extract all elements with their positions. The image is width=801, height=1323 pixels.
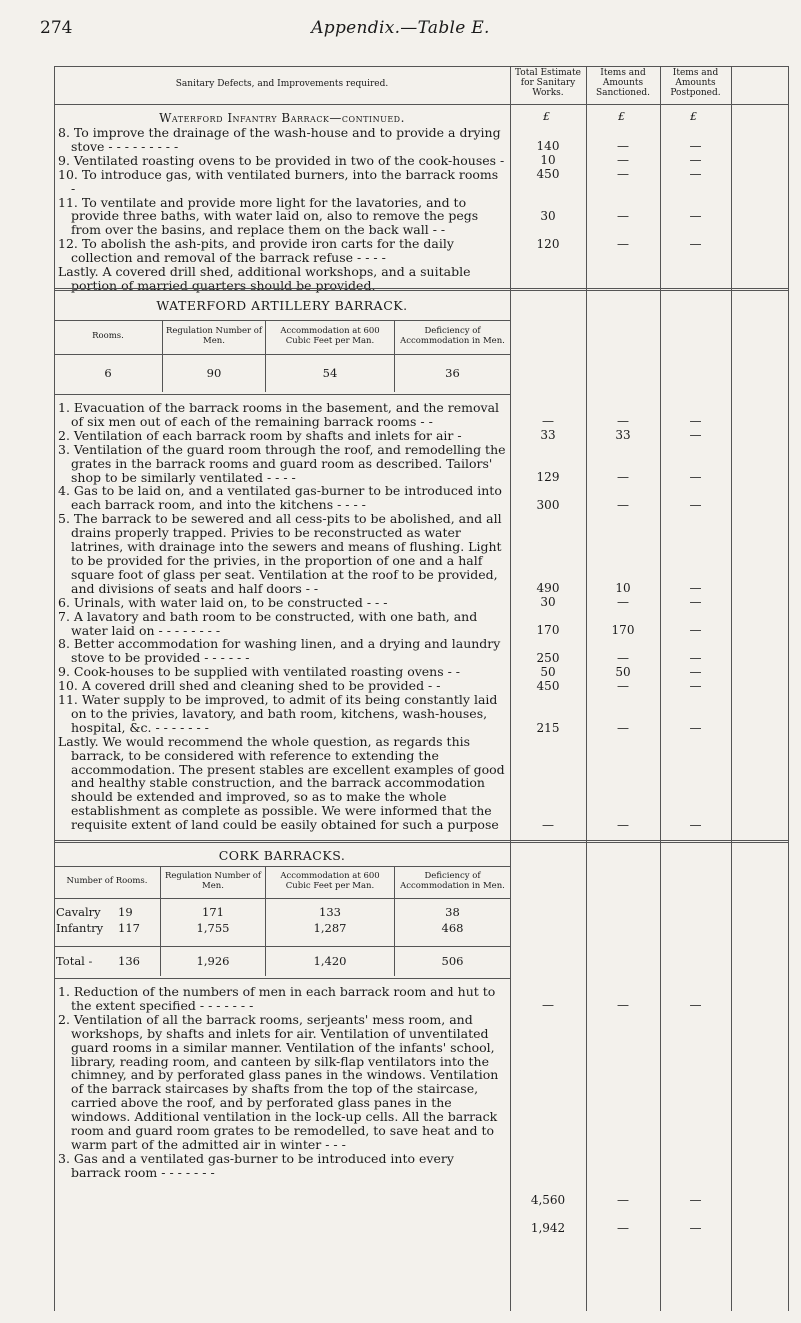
amount-cell: — — [689, 665, 702, 679]
amount-cell: 300 — [536, 498, 560, 512]
table-header: Rooms. — [54, 320, 163, 354]
amount-cell: 10 — [540, 153, 556, 167]
amount-cell: 50 — [540, 665, 556, 679]
table-cell: 36 — [445, 366, 460, 381]
table-header: Regulation Number of Men. — [163, 320, 266, 354]
amount-cell: — — [617, 1193, 629, 1207]
amount-cell: — — [617, 139, 629, 153]
list-item: 10. A covered drill shed and cleaning shed to be provided - - — [58, 678, 441, 694]
amount-cell: — — [689, 1221, 702, 1235]
amount-cell: — — [689, 1193, 702, 1207]
amount-cell: 129 — [536, 470, 560, 484]
list-item: 4. Gas to be laid on, and a ventilated gas-burner to be introduced into each barrack room, and into the kitchens - - - - — [58, 483, 502, 513]
amount-cell: — — [542, 414, 554, 428]
table-header: Accommodation at 600 Cubic Feet per Man. — [266, 320, 395, 354]
amount-cell: 450 — [536, 679, 560, 693]
section-rule — [54, 840, 789, 843]
list-item: Lastly. We would recommend the whole question, as regards this barrack, to be considered with reference to extending the accommodation. The present stables are excellent examples of good and healthy stable construction, and the barrack accommodation should be extended and improved, so as to make the whole establishment as complete as possible. We were informed that the requisite extent of land could be easily obtained for such a purpose — [58, 733, 505, 833]
amount-cell: — — [617, 998, 629, 1012]
list-item: 2. Ventilation of all the barrack rooms, serjeants' mess room, and workshops, by shafts and inlets for air. Ventilation of unventilated guard rooms in a similar manner. Ventilation of the infants' school, library, reading room, and canteen by silk-flap ventilators into the chimney, and by perforated glass panes in the windows. Ventilation of the barrack staircases by shafts from the top of the staircase, carried above the roof, and by perforated glass panes in the windows. Additional ventilation in the lock-up cells. All the barrack room and guard room grates to be remodelled, to save heat and to warm part of the admitted air in winter - - - — [58, 1011, 499, 1152]
defects-column-header: Sanitary Defects, and Improvements required. — [175, 79, 389, 89]
amount-cell: 170 — [536, 623, 560, 637]
page-header — [0, 18, 801, 42]
table-cell: 38 — [445, 905, 460, 919]
amount-cell: — — [689, 679, 702, 693]
amount-cell: — — [689, 595, 702, 609]
amount-cell: — — [689, 139, 702, 153]
amount-cell: — — [689, 721, 702, 735]
list-item: 8. To improve the drainage of the wash-house and to provide a drying stove - - - - - - - - - — [58, 125, 501, 154]
amount-cell: 4,560 — [530, 1193, 566, 1207]
sanctioned-column-header: Items and Amounts Sanctioned. — [595, 68, 651, 98]
page-number: 274 — [40, 18, 73, 38]
list-item: 1. Evacuation of the barrack rooms in the basement, and the removal of six men out of each of the remaining barrack rooms - - — [58, 400, 500, 429]
section-rule — [54, 288, 789, 291]
amount-cell: — — [689, 818, 702, 832]
amount-cell: — — [617, 595, 629, 609]
amount-cell: — — [689, 209, 702, 223]
amount-cell: 170 — [611, 623, 635, 637]
amount-cell: — — [689, 623, 702, 637]
amount-cell: — — [617, 818, 629, 832]
amount-cell: — — [542, 818, 554, 832]
amount-cell: 33 — [540, 428, 556, 442]
section-title-waterford-infantry: Waterford Infantry Barrack—continued. — [159, 111, 405, 125]
table-header: Deficiency of Accommodation in Men. — [395, 320, 511, 354]
table-cell: 54 — [266, 354, 395, 392]
amount-cell: — — [689, 237, 702, 251]
list-item: 2. Ventilation of each barrack room by shafts and inlets for air - — [58, 427, 462, 443]
amount-cell: — — [617, 153, 629, 167]
column-rule — [788, 66, 789, 1311]
amount-cell: — — [617, 651, 629, 665]
column-rule — [54, 66, 55, 1311]
pound-sign: £ — [618, 110, 625, 123]
list-item: 12. To abolish the ash-pits, and provide iron carts for the daily collection and removal of the barrack refuse - - - - — [58, 236, 454, 266]
pound-sign: £ — [690, 110, 697, 123]
amount-cell: — — [617, 1221, 629, 1235]
amount-cell: 250 — [536, 651, 560, 665]
list-item: 9. Cook-houses to be supplied with ventilated roasting ovens - - — [58, 664, 461, 680]
list-item: 8. Better accommodation for washing linen, and a drying and laundry stove to be provided - - - - - - — [58, 636, 501, 666]
amount-cell: 50 — [615, 665, 631, 679]
table-cell: 1,420 — [266, 946, 395, 976]
amount-cell: — — [689, 470, 702, 484]
table-cell: Total - — [54, 946, 116, 976]
table-cell: 468 — [441, 921, 464, 935]
amount-cell: — — [617, 470, 629, 484]
amount-cell: 33 — [615, 428, 631, 442]
amount-cell: — — [689, 428, 702, 442]
table-rule — [54, 866, 510, 867]
section-title-waterford-artillery: WATERFORD ARTILLERY BARRACK. — [156, 298, 408, 313]
waterford-artillery-items — [58, 401, 506, 832]
table-cell: 1,287 — [266, 920, 395, 936]
amount-cell: 140 — [536, 139, 560, 153]
table-header: Number of Rooms. — [54, 866, 161, 898]
amount-cell: — — [689, 998, 702, 1012]
table-rule — [54, 394, 510, 395]
column-rule — [731, 66, 732, 1311]
table-cell: 90 — [163, 354, 266, 392]
amount-cell: — — [617, 209, 629, 223]
cork-table — [54, 866, 510, 976]
waterford-artillery-table — [54, 320, 510, 392]
list-item: 11. To ventilate and provide more light for the lavatories, and to provide three baths, with water laid on, also to remove the pegs from over the basins, and replace them on the back wall - - — [58, 194, 479, 238]
amount-cell: — — [689, 498, 702, 512]
amount-cell: — — [542, 998, 554, 1012]
list-item: 3. Ventilation of the guard room through the roof, and remodelling the grates in the barrack rooms and guard room as described. Tailors' shop to be similarly ventilated - - - - — [58, 441, 506, 485]
amount-cell: 1,942 — [530, 1221, 566, 1235]
table-rule — [54, 978, 510, 979]
table-cell: 171 — [161, 904, 266, 920]
table-cell: 136 — [116, 946, 161, 976]
table-cell: Cavalry — [56, 905, 101, 919]
amount-cell: 490 — [536, 581, 560, 595]
table-cell: 133 — [266, 904, 395, 920]
amount-cell: 30 — [540, 595, 556, 609]
amount-cell: — — [689, 153, 702, 167]
list-item: 3. Gas and a ventilated gas-burner to be introduced into every barrack room - - - - - - - — [58, 1150, 454, 1180]
amount-cell: — — [689, 581, 702, 595]
list-item: 11. Water supply to be improved, to admit of its being constantly laid on to the privies, lavatory, and bath room, kitchens, wash-houses, hospital, &c. - - - - - - - — [58, 692, 498, 735]
amount-cell: 215 — [536, 721, 560, 735]
table-cell: 117 — [116, 920, 161, 936]
table-header: Accommodation at 600 Cubic Feet per Man. — [266, 866, 395, 898]
table-header: Deficiency of Accommodation in Men. — [395, 866, 511, 898]
amount-cell: 120 — [536, 237, 560, 251]
amount-cell: — — [617, 237, 629, 251]
amount-cell: — — [617, 167, 629, 181]
amount-cell: 30 — [540, 209, 556, 223]
table-rule — [54, 320, 510, 321]
list-item: 7. A lavatory and bath room to be constructed, with one bath, and water laid on - - - - - - - - — [58, 608, 478, 638]
waterford-infantry-items — [58, 126, 506, 293]
table-top-rule — [54, 66, 789, 67]
table-cell: 1,926 — [161, 946, 266, 976]
main-table — [54, 66, 789, 1311]
list-item: 6. Urinals, with water laid on, to be constructed - - - — [58, 594, 388, 610]
table-cell: 1,755 — [161, 920, 266, 936]
table-cell: Infantry — [56, 921, 104, 935]
postponed-column-header: Items and Amounts Postponed. — [670, 68, 721, 98]
estimate-column-header: Total Estimate for Sanitary Works. — [515, 68, 581, 98]
amount-cell: — — [617, 721, 629, 735]
table-cell: 6 — [54, 354, 163, 392]
amount-cell: 10 — [615, 581, 631, 595]
amount-cell: — — [617, 414, 629, 428]
amount-cell: — — [689, 651, 702, 665]
amount-cell: — — [617, 679, 629, 693]
amount-cell: — — [689, 414, 702, 428]
list-item: 9. Ventilated roasting ovens to be provided in two of the cook-houses - — [58, 152, 505, 168]
table-header: Regulation Number of Men. — [161, 866, 266, 898]
header-rule — [54, 104, 789, 105]
list-item: 5. The barrack to be sewered and all cess-pits to be abolished, and all drains properly trapped. Privies to be reconstructed as water latrines, with drainage into the sewers and means of flushing. Light to be provided for the privies, in the proportion of one and a half square foot of glass per seat. Ventilation at the roof to be provided, and divisions of seats and half doors - - — [58, 511, 502, 596]
list-item: 1. Reduction of the numbers of men in each barrack room and hut to the extent specified - - - - - - - — [58, 984, 496, 1013]
amount-cell: — — [689, 167, 702, 181]
page-title: Appendix.—Table E. — [311, 18, 490, 38]
amount-cell: 450 — [536, 167, 560, 181]
table-cell: 19 — [116, 904, 161, 920]
section-title-cork: CORK BARRACKS. — [218, 848, 346, 863]
cork-items — [58, 985, 506, 1180]
list-item: 10. To introduce gas, with ventilated burners, into the barrack rooms - — [58, 166, 499, 196]
list-item: Lastly. A covered drill shed, additional workshops, and a suitable portion of married quarters should be provided. — [58, 264, 471, 293]
table-cell: 506 — [395, 946, 511, 976]
amount-cell: — — [617, 498, 629, 512]
pound-sign: £ — [543, 110, 550, 123]
